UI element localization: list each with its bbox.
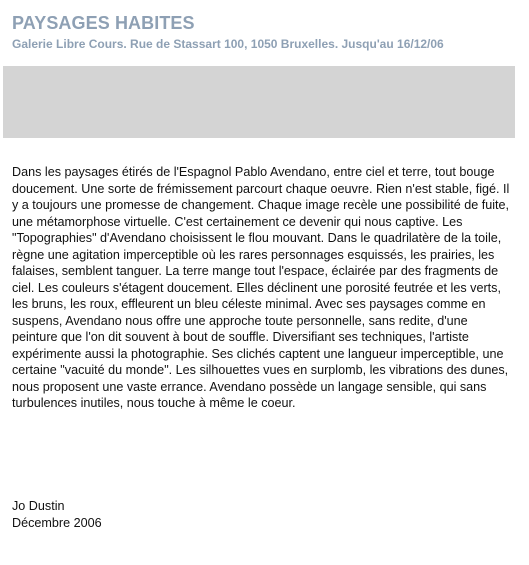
image-banner-placeholder bbox=[3, 66, 515, 138]
article-paragraph: Dans les paysages étirés de l'Espagnol Pablo Avendano, entre ciel et terre, tout bouge doucement. Une sorte de frémissement parcourt chaque oeuvre. Rien n'est stable, figé. Il y a toujours une promesse de changement. Chaque image recèle une possibilité de fuite, une métamorphose virtuelle. C'est certainement ce devenir qui nous captive. Les "Topographies" d'Avendano choisissent le flou mouvant. Dans le quadrilatère de la toile, règne une agitation imperceptible où les rares personnages esquissés, les prairies, les falaises, semblent tanguer. La terre mange tout l'espace, éclairée par des fragments de ciel. Les couleurs s'étagent doucement. Elles déclinent une porosité feutrée et les verts, les bruns, les roux, effleurent un bleu céleste minimal. Avec ses paysages comme en suspens, Avendano nous offre une approche toute personnelle, sans redite, d'une peinture que l'on dit souvent à bout de souffle. Diversifiant ses techniques, l'artiste expérimente aussi la photographie. Ses clichés captent une langueur imperceptible, une certaine "vacuité du monde". Les silhouettes vues en surplomb, les vibrations des dunes, nous proposent une vaste errance. Avendano possède un langage sensible, qui sans turbulences inutiles, nous touche à même le coeur. bbox=[12, 165, 510, 410]
page-title: PAYSAGES HABITES bbox=[12, 13, 195, 33]
signature-block bbox=[12, 498, 102, 531]
article-body bbox=[12, 164, 512, 412]
publication-date: Décembre 2006 bbox=[12, 515, 102, 530]
exhibition-info: Galerie Libre Cours. Rue de Stassart 100, 1050 Bruxelles. Jusqu'au 16/12/06 bbox=[12, 37, 444, 51]
author-name: Jo Dustin bbox=[12, 499, 65, 513]
